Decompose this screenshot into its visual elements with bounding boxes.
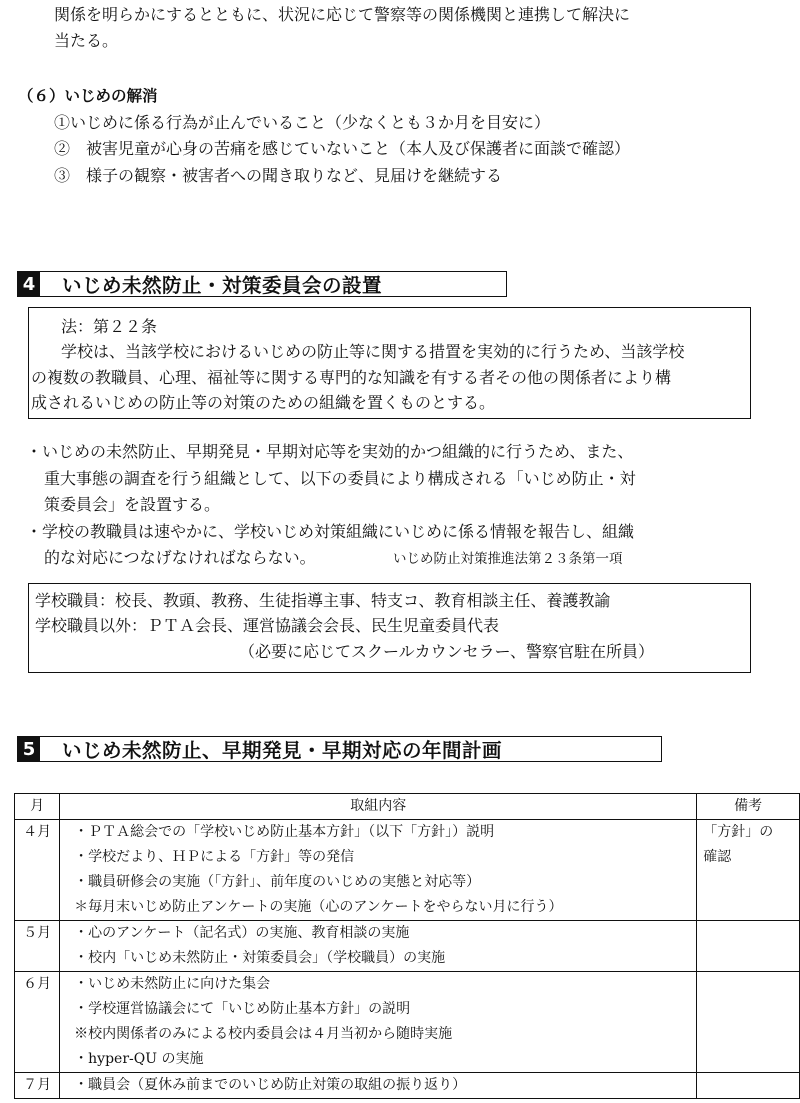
month-cell: ５月 [23, 925, 52, 941]
table-header-row [15, 794, 800, 820]
section-4-title: いじめ未然防止・対策委員会の設置 [62, 274, 383, 297]
section-5-number: 5 [18, 737, 40, 761]
annual-plan-table [14, 793, 800, 1099]
law-box-line: 学校は、当該学校におけるいじめの防止等に関する措置を実効的に行うため、当該学校 [61, 342, 685, 361]
law-reference: いじめ防止対策推進法第２３条第一項 [393, 551, 623, 567]
activity-line: ・ＰＴＡ総会での「学校いじめ防止基本方針」（以下「方針」）説明 [74, 824, 495, 840]
bullet-line: 重大事態の調査を行う組織として、以下の委員により構成される「いじめ防止・対 [44, 469, 636, 488]
section-4-heading [17, 271, 507, 297]
law-box-line: 成されるいじめの防止等の対策のための組織を置くものとする。 [31, 393, 496, 412]
members-line-optional: （必要に応じてスクールカウンセラー、警察官駐在所員） [239, 642, 655, 661]
header-notes: 備考 [697, 794, 800, 820]
section-5-heading [17, 736, 662, 762]
bullet-line: ・いじめの未然防止、早期発見・早期対応等を実効的かつ組織的に行うため、また、 [26, 442, 634, 461]
month-cell: ７月 [23, 1077, 52, 1093]
table-row [15, 972, 800, 1073]
activity-line: ※校内関係者のみによる校内委員会は４月当初から随時実施 [74, 1026, 453, 1042]
note-line: 確認 [703, 849, 732, 865]
month-cell: ４月 [23, 824, 52, 840]
activity-line: ＊毎月末いじめ防止アンケートの実施（心のアンケートをやらない月に行う） [74, 899, 563, 915]
header-activities: 取組内容 [60, 794, 697, 820]
law-box-heading: 法：第２２条 [61, 317, 158, 336]
members-box [28, 583, 751, 673]
table-row [15, 820, 800, 921]
header-month: 月 [15, 794, 60, 820]
note-cell-empty [697, 972, 800, 1073]
activity-line: ・学校だより、ＨＰによる「方針」等の発信 [74, 849, 355, 865]
bullet-line: 的な対応につなげなければならない。 [44, 548, 316, 567]
bullet-line: ・学校の教職員は速やかに、学校いじめ対策組織にいじめに係る情報を報告し、組織 [26, 522, 635, 541]
activity-line: ・校内「いじめ未然防止・対策委員会」（学校職員）の実施 [74, 950, 446, 966]
activity-line: ・職員研修会の実施（「方針」、前年度のいじめの実態と対応等） [74, 874, 481, 890]
law-box-line: の複数の教職員、心理、福祉等に関する専門的な知識を有する者その他の関係者により構 [31, 368, 672, 387]
subsection-6-item-1: ①いじめに係る行為が止んでいること（少なくとも３か月を目安に） [54, 113, 551, 132]
intro-line-1: 関係を明らかにするとともに、状況に応じて警察等の関係機関と連携して解決に [54, 5, 631, 24]
intro-line-2: 当たる。 [54, 31, 119, 50]
subsection-6-title: （６）いじめの解消 [18, 87, 158, 105]
members-line-staff: 学校職員：校長、教頭、教務、生徒指導主事、特支コ、教育相談主任、養護教諭 [35, 591, 611, 610]
subsection-6-item-2: ② 被害児童が心身の苦痛を感じていないこと（本人及び保護者に面談で確認） [54, 139, 631, 158]
note-cell-empty [697, 1073, 800, 1099]
activity-line: ・hyper-QU の実施 [74, 1051, 204, 1067]
activity-line: ・心のアンケート（記名式）の実施、教育相談の実施 [74, 925, 410, 941]
bullet-line: 策委員会」を設置する。 [44, 495, 221, 514]
table-row [15, 921, 800, 972]
law-box [28, 307, 751, 419]
note-cell-empty [697, 921, 800, 972]
members-line-external: 学校職員以外：ＰＴＡ会長、運営協議会会長、民生児童委員代表 [35, 616, 500, 635]
table-row [15, 1073, 800, 1099]
subsection-6-item-3: ③ 様子の観察・被害者への聞き取りなど、見届けを継続する [54, 166, 503, 185]
activity-line: ・いじめ未然防止に向けた集会 [74, 976, 271, 992]
activity-line: ・職員会（夏休み前までのいじめ防止対策の取組の振り返り） [74, 1077, 467, 1093]
section-4-number: 4 [18, 272, 40, 296]
section-5-title: いじめ未然防止、早期発見・早期対応の年間計画 [62, 739, 503, 762]
activity-line: ・学校運営協議会にて「いじめ防止基本方針」の説明 [74, 1001, 411, 1017]
note-line: 「方針」の [703, 824, 774, 840]
month-cell: ６月 [23, 976, 52, 992]
